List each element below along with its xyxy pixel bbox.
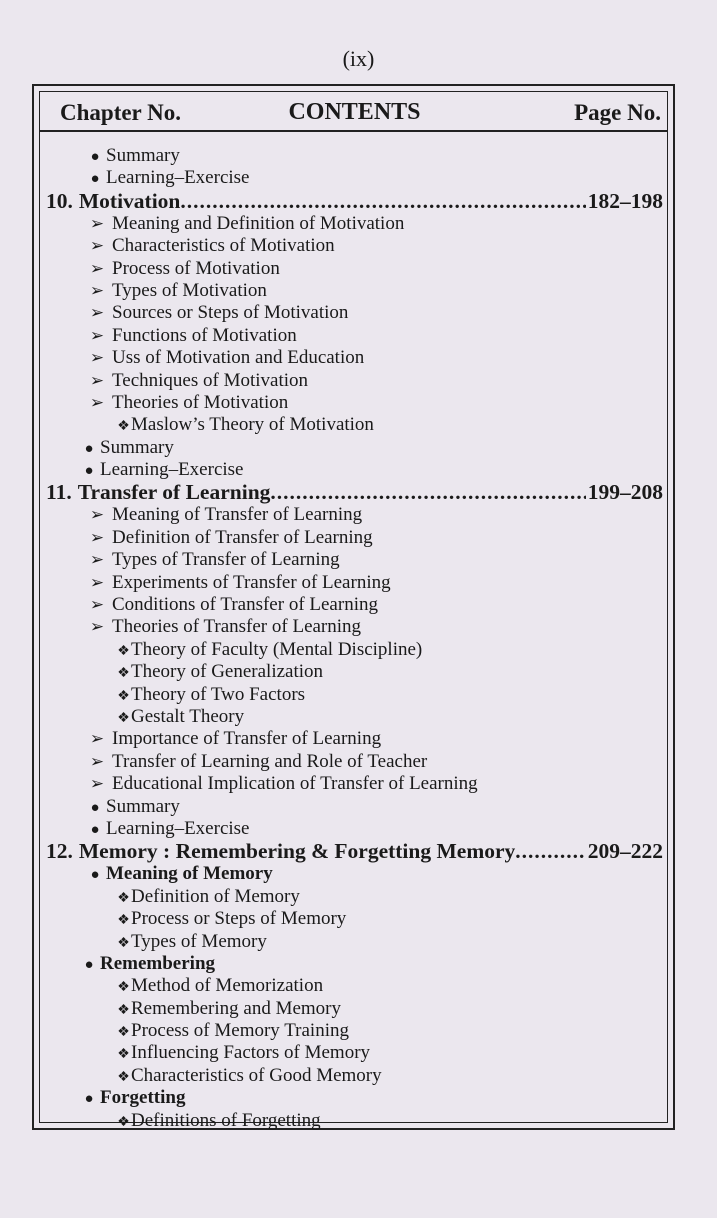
list-item: ➢ Definition of Transfer of Learning <box>40 527 667 549</box>
diamond-icon: ❖ <box>117 935 130 951</box>
arrow-icon: ➢ <box>89 392 105 412</box>
diamond-icon: ❖ <box>117 890 130 906</box>
chapter-pages: 182–198 <box>587 188 663 213</box>
list-item: ➢ Transfer of Learning and Role of Teacher <box>40 751 667 773</box>
arrow-icon: ➢ <box>89 617 105 637</box>
diamond-icon: ❖ <box>117 1069 130 1085</box>
arrow-icon: ➢ <box>89 527 105 547</box>
chapter-pages: 199–208 <box>587 480 663 505</box>
list-item: ➢ Sources or Steps of Motivation <box>40 302 667 324</box>
header-divider <box>40 130 667 132</box>
chapter-pages: 209–222 <box>587 839 663 864</box>
list-item: ● Learning–Exercise <box>40 459 667 481</box>
diamond-icon: ❖ <box>117 1025 130 1041</box>
list-item: ➢ Process of Motivation <box>40 258 667 280</box>
arrow-icon: ➢ <box>89 729 105 749</box>
contents-title: CONTENTS <box>288 99 421 125</box>
list-subitem: ❖Types of Memory <box>40 931 667 953</box>
list-item: ● Summary <box>40 145 667 167</box>
list-item: ➢ Experiments of Transfer of Learning <box>40 572 667 594</box>
bullet-icon: ● <box>90 799 100 816</box>
list-item: ➢ Educational Implication of Transfer of Learning <box>40 773 667 795</box>
list-subitem: ❖Definition of Memory <box>40 886 667 908</box>
list-subitem: ❖Definitions of Forgetting <box>40 1110 667 1132</box>
arrow-icon: ➢ <box>89 370 105 390</box>
contents-inner-frame <box>39 91 668 1131</box>
list-item: ➢ Conditions of Transfer of Learning <box>40 594 667 616</box>
bullet-icon: ● <box>84 956 94 973</box>
list-item: ➢ Theories of Motivation <box>40 392 667 414</box>
diamond-icon: ❖ <box>117 980 130 996</box>
list-subitem: ❖Characteristics of Good Memory <box>40 1065 667 1087</box>
dot-leader <box>180 190 585 213</box>
bullet-icon: ● <box>90 149 100 165</box>
list-item: ➢ Uss of Motivation and Education <box>40 347 667 369</box>
arrow-icon: ➢ <box>89 348 105 368</box>
list-item: ➢ Meaning of Transfer of Learning <box>40 504 667 526</box>
bullet-icon: ● <box>90 821 100 838</box>
dot-leader <box>515 840 585 863</box>
diamond-icon: ❖ <box>117 913 130 929</box>
arrow-icon: ➢ <box>89 550 105 570</box>
list-subitem: ❖Maslow’s Theory of Motivation <box>40 414 667 436</box>
list-item: ➢ Types of Transfer of Learning <box>40 549 667 571</box>
arrow-icon: ➢ <box>89 751 105 771</box>
list-subitem: ❖Process of Memory Training <box>40 1020 667 1042</box>
diamond-icon: ❖ <box>117 643 130 659</box>
page-number: (ix) <box>342 46 375 71</box>
section-heading: ● Meaning of Memory <box>40 863 667 885</box>
list-item: ● Learning–Exercise <box>40 167 667 189</box>
contents-header <box>48 92 661 130</box>
bullet-icon: ● <box>84 463 94 480</box>
bullet-icon: ● <box>90 867 100 884</box>
arrow-icon: ➢ <box>89 572 105 592</box>
list-item: ● Learning–Exercise <box>40 818 667 840</box>
list-item: ➢ Types of Motivation <box>40 280 667 302</box>
list-subitem: ❖Process or Steps of Memory <box>40 908 667 930</box>
list-subitem: ❖Theory of Faculty (Mental Discipline) <box>40 639 667 661</box>
arrow-icon: ➢ <box>89 236 105 256</box>
list-subitem: ❖Theory of Generalization <box>40 661 667 683</box>
arrow-icon: ➢ <box>89 258 105 278</box>
diamond-icon: ❖ <box>117 666 130 682</box>
arrow-icon: ➢ <box>89 280 105 300</box>
page-no-heading: Page No. <box>574 100 661 125</box>
list-item: ➢ Techniques of Motivation <box>40 370 667 392</box>
list-item: ➢ Meaning and Definition of Motivation <box>40 213 667 235</box>
contents-frame <box>32 84 675 1130</box>
list-subitem: ❖Method of Memorization <box>40 975 667 997</box>
toc-list <box>40 145 667 1132</box>
list-item: ● Summary <box>40 796 667 818</box>
list-item: ● Summary <box>40 437 667 459</box>
arrow-icon: ➢ <box>89 774 105 794</box>
arrow-icon: ➢ <box>89 325 105 345</box>
diamond-icon: ❖ <box>117 688 130 704</box>
arrow-icon: ➢ <box>89 213 105 233</box>
list-subitem: ❖Influencing Factors of Memory <box>40 1042 667 1064</box>
diamond-icon: ❖ <box>117 710 130 726</box>
arrow-icon: ➢ <box>89 595 105 615</box>
bullet-icon: ● <box>84 440 94 457</box>
arrow-icon: ➢ <box>89 303 105 323</box>
list-subitem: ❖Remembering and Memory <box>40 998 667 1020</box>
diamond-icon: ❖ <box>117 1114 130 1130</box>
chapter-10-heading: 10. Motivation ..... 182–198 <box>40 190 667 213</box>
list-item: ➢ Functions of Motivation <box>40 325 667 347</box>
bullet-icon: ● <box>84 1091 94 1108</box>
list-item: ➢ Characteristics of Motivation <box>40 235 667 257</box>
chapter-12-heading: 12. Memory : Remembering & Forgetting Memory ..... 209–222 <box>40 840 667 863</box>
list-subitem: ❖Gestalt Theory <box>40 706 667 728</box>
chapter-11-heading: 11. Transfer of Learning ..... 199–208 <box>40 481 667 504</box>
diamond-icon: ❖ <box>117 419 130 435</box>
list-subitem: ❖Theory of Two Factors <box>40 684 667 706</box>
list-item: ➢ Theories of Transfer of Learning <box>40 616 667 638</box>
section-heading: ● Forgetting <box>40 1087 667 1109</box>
section-heading: ● Remembering <box>40 953 667 975</box>
chapter-no-heading: Chapter No. <box>60 100 181 125</box>
diamond-icon: ❖ <box>117 1047 130 1063</box>
diamond-icon: ❖ <box>117 1002 130 1018</box>
dot-leader <box>270 481 585 504</box>
list-item: ➢ Importance of Transfer of Learning <box>40 728 667 750</box>
arrow-icon: ➢ <box>89 505 105 525</box>
bullet-icon: ● <box>90 171 100 188</box>
